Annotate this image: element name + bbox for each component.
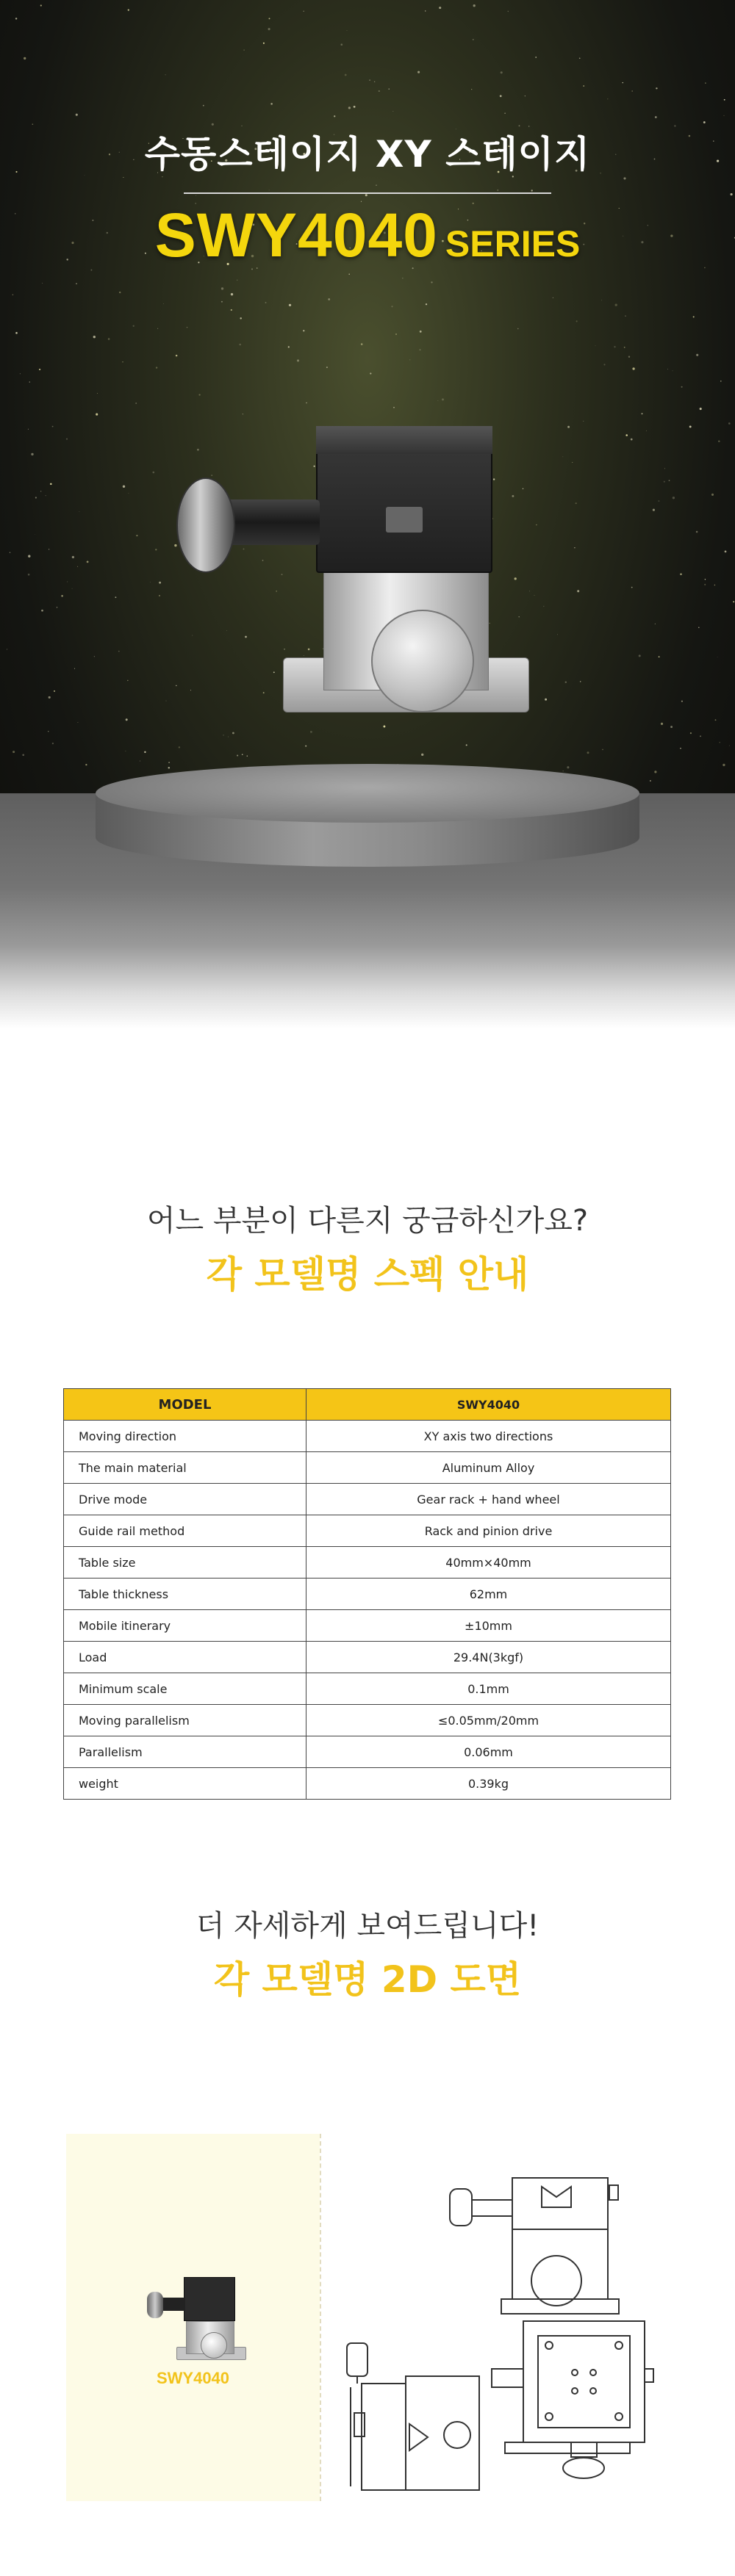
- star: [269, 18, 270, 19]
- star: [704, 584, 706, 585]
- star: [31, 453, 33, 455]
- spec-row-label: Minimum scale: [64, 1673, 306, 1705]
- star: [690, 732, 692, 734]
- star: [12, 751, 15, 753]
- stage-hand-wheel: [371, 610, 474, 712]
- spec-table-row: [64, 1768, 671, 1800]
- spec-row-value: Aluminum Alloy: [306, 1452, 671, 1484]
- star: [693, 316, 695, 317]
- star: [698, 627, 700, 629]
- star: [289, 304, 291, 306]
- star: [265, 302, 267, 303]
- pedestal-top: [96, 764, 639, 823]
- star: [66, 439, 68, 440]
- star: [711, 494, 714, 496]
- star: [187, 327, 188, 328]
- star: [282, 574, 283, 575]
- star: [273, 671, 275, 673]
- star: [417, 71, 420, 73]
- star: [76, 283, 77, 284]
- star: [176, 685, 177, 687]
- star: [310, 731, 312, 733]
- star: [374, 81, 376, 82]
- star: [119, 292, 121, 293]
- star: [15, 332, 18, 334]
- star: [29, 381, 30, 382]
- star: [79, 511, 80, 512]
- star: [720, 380, 722, 382]
- star: [39, 369, 40, 370]
- star: [262, 560, 264, 561]
- star: [439, 7, 441, 9]
- spec-row-label: Load: [64, 1642, 306, 1673]
- star: [512, 495, 514, 497]
- star: [656, 87, 657, 89]
- star: [345, 74, 347, 76]
- spec-table-row: [64, 1547, 671, 1579]
- star: [269, 190, 270, 191]
- star: [237, 755, 238, 757]
- star: [696, 354, 698, 356]
- spec-table-row: [64, 1610, 671, 1642]
- star: [425, 10, 426, 12]
- star: [240, 317, 241, 319]
- star: [115, 596, 116, 598]
- star: [567, 426, 570, 428]
- star: [395, 333, 397, 335]
- star: [247, 756, 248, 757]
- spec-row-label: Table thickness: [64, 1579, 306, 1610]
- spec-section-subtitle: 어느 부분이 다른지 궁금하신가요?: [146, 1204, 589, 1238]
- star: [152, 472, 154, 474]
- star: [576, 320, 578, 322]
- star: [93, 336, 96, 338]
- star: [303, 11, 304, 12]
- star: [705, 82, 706, 83]
- star: [54, 690, 55, 692]
- star: [493, 478, 495, 480]
- star: [583, 421, 584, 422]
- star: [165, 74, 166, 75]
- star: [518, 616, 519, 617]
- star: [724, 115, 725, 116]
- star: [94, 656, 95, 657]
- star: [664, 481, 665, 483]
- star: [72, 588, 73, 589]
- thumbnail-upper-block: [184, 2277, 235, 2321]
- star: [577, 590, 579, 592]
- star: [297, 359, 299, 361]
- drawing-section-subtitle: 더 자세하게 보여드립니다!: [196, 1909, 539, 1943]
- star: [174, 544, 176, 546]
- spec-table-row: [64, 1673, 671, 1705]
- hero-series-label: SERIES: [445, 223, 581, 264]
- star: [118, 651, 120, 652]
- spec-table-header-row: [64, 1389, 671, 1421]
- star: [242, 754, 243, 755]
- star: [24, 57, 26, 59]
- star: [471, 89, 472, 90]
- star: [579, 57, 581, 59]
- star: [168, 767, 171, 769]
- star: [40, 4, 42, 6]
- spec-row-value: Gear rack + hand wheel: [306, 1484, 671, 1515]
- star: [326, 367, 328, 368]
- star: [615, 304, 617, 306]
- star: [534, 595, 535, 596]
- star: [123, 486, 125, 488]
- star: [156, 367, 157, 368]
- star: [715, 719, 717, 721]
- star: [128, 493, 129, 494]
- star: [500, 95, 502, 97]
- star: [420, 349, 421, 350]
- star: [263, 692, 265, 693]
- spec-section-heading: 각 모델명 스펙 안내: [206, 1253, 529, 1296]
- star: [535, 57, 537, 58]
- star: [567, 766, 569, 768]
- star: [35, 497, 37, 498]
- star: [15, 18, 17, 19]
- star: [595, 345, 596, 346]
- star: [628, 356, 630, 358]
- star: [41, 610, 43, 612]
- star: [12, 295, 14, 296]
- star: [632, 367, 634, 369]
- star: [42, 283, 43, 284]
- star: [361, 343, 363, 345]
- star: [393, 111, 394, 112]
- star: [614, 346, 615, 347]
- spec-row-value: 0.1mm: [306, 1673, 671, 1705]
- star: [700, 735, 701, 737]
- star: [288, 346, 290, 347]
- star: [391, 306, 392, 307]
- star: [641, 413, 642, 414]
- star: [545, 699, 547, 701]
- star: [576, 502, 577, 504]
- star: [268, 28, 270, 30]
- star: [607, 98, 608, 99]
- star: [442, 398, 444, 400]
- star: [529, 591, 530, 592]
- star: [159, 582, 161, 584]
- drawing-view-front: [347, 2343, 479, 2490]
- star: [77, 566, 78, 567]
- star: [655, 116, 657, 118]
- star: [723, 764, 725, 766]
- star: [525, 95, 526, 96]
- star: [135, 403, 137, 404]
- star: [348, 107, 351, 109]
- star: [328, 298, 330, 300]
- star: [168, 762, 170, 763]
- spec-row-label: Mobile itinerary: [64, 1610, 306, 1642]
- star: [136, 535, 137, 536]
- star: [61, 595, 63, 597]
- stage-table-surface: [316, 426, 492, 454]
- star: [624, 347, 625, 348]
- star: [389, 88, 390, 89]
- star: [370, 372, 371, 374]
- star: [197, 449, 199, 451]
- spec-row-value: 29.4N(3kgf): [306, 1642, 671, 1673]
- star: [226, 630, 227, 631]
- star: [466, 744, 467, 746]
- star: [245, 636, 247, 638]
- spec-row-value: Rack and pinion drive: [306, 1515, 671, 1547]
- star: [87, 561, 89, 563]
- star: [203, 105, 204, 107]
- drawing-view-side: [450, 2178, 619, 2314]
- star: [681, 386, 683, 388]
- star: [231, 309, 232, 311]
- spec-table-row: [64, 1452, 671, 1484]
- hero-model-heading: [0, 200, 735, 271]
- drawing-section-heading: 각 모델명 2D 도면: [213, 1958, 522, 2001]
- star: [354, 106, 356, 108]
- star: [243, 548, 245, 549]
- stage-notch: [386, 507, 423, 533]
- star: [20, 373, 21, 374]
- star: [393, 407, 395, 408]
- spec-row-value: ±10mm: [306, 1610, 671, 1642]
- star: [211, 475, 212, 476]
- star: [696, 531, 698, 533]
- star: [733, 601, 734, 602]
- star: [603, 364, 605, 365]
- star: [689, 425, 692, 427]
- star: [97, 393, 98, 394]
- spec-row-label: Moving direction: [64, 1421, 306, 1452]
- star: [731, 193, 733, 195]
- star: [369, 79, 370, 81]
- star: [653, 509, 655, 511]
- star: [28, 429, 29, 430]
- star: [303, 330, 304, 331]
- star: [365, 194, 368, 196]
- star: [77, 722, 78, 723]
- star: [72, 556, 74, 558]
- spec-header-model: SWY4040: [306, 1389, 671, 1421]
- spec-table-row: [64, 1579, 671, 1610]
- star: [127, 680, 129, 682]
- spec-row-label: weight: [64, 1768, 306, 1800]
- star: [49, 696, 51, 699]
- star: [122, 361, 123, 362]
- star: [231, 293, 233, 295]
- star: [431, 281, 432, 283]
- star: [52, 426, 54, 427]
- star: [155, 549, 157, 550]
- star: [700, 408, 702, 410]
- star: [232, 732, 234, 735]
- star: [574, 547, 575, 548]
- drawing-model-label: SWY4040: [156, 2369, 230, 2387]
- star: [179, 746, 180, 748]
- star: [163, 303, 164, 304]
- star: [420, 331, 422, 333]
- spec-table: [63, 1388, 671, 1800]
- star: [514, 577, 517, 580]
- star: [654, 771, 656, 773]
- stage-knob-shaft: [220, 499, 320, 545]
- spec-row-label: Drive mode: [64, 1484, 306, 1515]
- spec-table-row: [64, 1642, 671, 1673]
- star: [409, 359, 410, 360]
- star: [341, 43, 343, 46]
- star: [543, 606, 544, 607]
- star: [565, 681, 567, 682]
- star: [680, 748, 681, 749]
- drawing-view-top: [492, 2321, 653, 2478]
- star: [263, 43, 265, 44]
- star: [96, 414, 98, 416]
- spec-table-body: [64, 1421, 671, 1800]
- star: [22, 754, 24, 756]
- star: [221, 301, 223, 303]
- star: [157, 328, 158, 329]
- star: [305, 746, 306, 747]
- star: [681, 701, 683, 702]
- star: [703, 121, 706, 123]
- star: [562, 456, 563, 457]
- drawing-thumbnail-area: [66, 2134, 320, 2501]
- stage-side-knob: [176, 477, 235, 573]
- star: [631, 90, 633, 92]
- technical-drawing: [321, 2134, 659, 2501]
- thumbnail-wheel: [201, 2332, 227, 2359]
- star: [48, 731, 49, 732]
- star: [504, 112, 506, 114]
- star: [192, 635, 193, 636]
- star: [348, 274, 350, 275]
- star: [602, 749, 603, 751]
- spec-row-value: 0.06mm: [306, 1736, 671, 1768]
- star: [383, 726, 385, 728]
- star: [580, 681, 581, 682]
- star: [587, 751, 589, 754]
- star: [144, 751, 146, 753]
- star: [536, 524, 537, 526]
- star: [501, 71, 503, 73]
- star: [531, 190, 533, 191]
- spec-table-row: [64, 1705, 671, 1736]
- spec-table-row: [64, 1515, 671, 1547]
- star: [133, 325, 135, 327]
- star: [659, 656, 660, 657]
- star: [724, 99, 725, 101]
- drawing-panel: [66, 2134, 658, 2501]
- spec-row-value: XY axis two directions: [306, 1421, 671, 1452]
- star: [421, 754, 423, 756]
- spec-row-label: Table size: [64, 1547, 306, 1579]
- star: [680, 573, 682, 575]
- spec-header-label: MODEL: [64, 1389, 306, 1421]
- star: [631, 587, 633, 588]
- star: [426, 303, 427, 305]
- hero-title: 수동스테이지 XY 스테이지: [144, 133, 591, 176]
- spec-row-label: Parallelism: [64, 1736, 306, 1768]
- technical-drawing-area: [320, 2134, 658, 2501]
- spec-row-value: 40mm×40mm: [306, 1547, 671, 1579]
- star: [50, 483, 52, 486]
- thumbnail-shaft: [160, 2298, 185, 2311]
- spec-table-row: [64, 1484, 671, 1515]
- star: [673, 497, 675, 499]
- spec-table-row: [64, 1736, 671, 1768]
- star: [347, 30, 348, 31]
- spec-row-label: Moving parallelism: [64, 1705, 306, 1736]
- star: [497, 190, 498, 191]
- hero-model-name: SWY4040: [154, 201, 438, 270]
- spec-row-value: ≤0.05mm/20mm: [306, 1705, 671, 1736]
- star: [314, 466, 315, 467]
- thumbnail-knob: [147, 2292, 163, 2318]
- star: [625, 434, 628, 436]
- star: [670, 726, 673, 728]
- star: [473, 4, 476, 7]
- star: [74, 668, 75, 669]
- star: [239, 344, 241, 346]
- star: [725, 551, 727, 553]
- star: [728, 422, 731, 425]
- star: [718, 440, 720, 442]
- spec-row-value: 62mm: [306, 1579, 671, 1610]
- star: [658, 500, 659, 502]
- spec-row-value: 0.39kg: [306, 1768, 671, 1800]
- hero-banner: [0, 0, 735, 1028]
- star: [334, 115, 335, 117]
- star: [176, 355, 178, 357]
- star: [517, 328, 518, 329]
- star: [438, 400, 439, 401]
- star: [52, 743, 54, 744]
- star: [650, 780, 651, 782]
- spec-row-label: Guide rail method: [64, 1515, 306, 1547]
- star: [243, 49, 244, 50]
- star: [669, 480, 670, 481]
- star: [128, 9, 129, 10]
- star: [28, 555, 30, 558]
- star: [108, 338, 110, 340]
- star: [76, 114, 78, 116]
- star: [28, 574, 30, 576]
- spec-row-label: The main material: [64, 1452, 306, 1484]
- star: [639, 654, 641, 657]
- star: [270, 103, 273, 105]
- star: [308, 649, 310, 651]
- star: [126, 718, 128, 721]
- star: [379, 90, 380, 92]
- star: [705, 579, 706, 580]
- spec-table-row: [64, 1421, 671, 1452]
- hero-divider: [184, 192, 551, 194]
- star: [661, 723, 663, 725]
- star: [572, 462, 573, 463]
- star: [583, 85, 584, 87]
- star: [221, 287, 223, 289]
- star: [631, 439, 633, 441]
- star: [85, 764, 87, 765]
- star: [198, 394, 200, 395]
- star: [508, 11, 509, 12]
- star: [646, 430, 647, 431]
